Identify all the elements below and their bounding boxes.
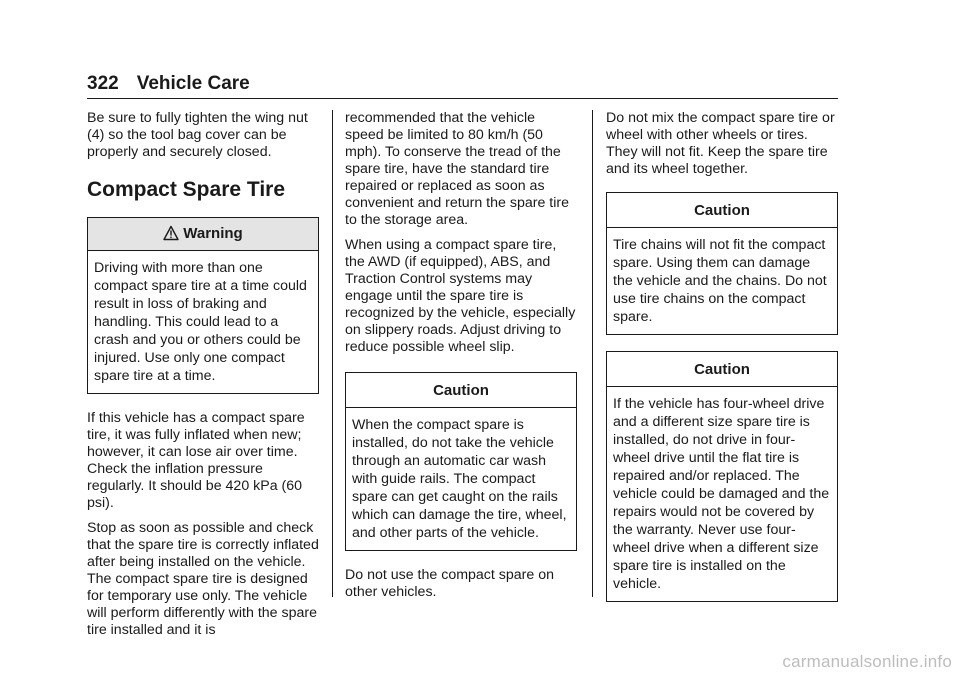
- paragraph: Do not mix the compact spare tire or wheel with other wheels or tires. They will not fit. Keep the spare tire and its wheel together.: [606, 110, 835, 177]
- warning-box-header: [88, 218, 318, 251]
- caution-title: Caution: [607, 193, 837, 228]
- chapter-title: Vehicle Care: [136, 73, 250, 94]
- caution-box: [345, 372, 577, 551]
- page-header: [87, 72, 838, 96]
- caution-body: Tire chains will not fit the compact spare. Using them can damage the vehicle and the chains. Do not use tire chains on the compact spare.: [613, 237, 827, 325]
- warning-body: Driving with more than one compact spare tire at a time could result in loss of braking and handling. This could lead to a crash and you or others could be injured. Use only one compact spare tire at a time.: [94, 260, 307, 384]
- watermark: carmanualsonline.info: [782, 652, 952, 671]
- header-rule: [87, 98, 838, 99]
- caution-body: If the vehicle has four-wheel drive and a different size spare tire is installed, do not drive in four-wheel drive until the flat tire is repaired and/or replaced. The vehicle could be damaged and the repairs would not be covered by the warranty. Never use four-wheel drive when a different size spare tire is installed on the vehicle.: [613, 396, 830, 592]
- paragraph: If this vehicle has a compact spare tire, it was fully inflated when new; however, it can lose air over time. Check the inflation pressure regularly. It should be 420 kPa (60 psi).: [87, 410, 305, 511]
- paragraph: Stop as soon as possible and check that the spare tire is correctly inflated after being installed on the vehicle. The compact spare tire is designed for temporary use only. The vehicle will perform differently with the spare tire installed and it is: [87, 520, 319, 638]
- caution-body: When the compact spare is installed, do not take the vehicle through an automatic car wash with guide rails. The compact spare can get caught on the rails which can damage the tire, wheel, and other parts of the vehicle.: [352, 417, 567, 541]
- caution-title: Caution: [346, 373, 576, 408]
- paragraph: Be sure to fully tighten the wing nut (4) so the tool bag cover can be properly and securely closed.: [87, 110, 308, 160]
- page-number: 322: [87, 73, 119, 94]
- section-title: Compact Spare Tire: [87, 178, 286, 201]
- column-1: [87, 110, 319, 647]
- caution-title: Caution: [607, 352, 837, 387]
- paragraph: recommended that the vehicle speed be limited to 80 km/h (50 mph). To conserve the tread of the spare tire, have the standard tire repaired or replaced as soon as convenient and return the spare tire to the storage area.: [345, 110, 569, 228]
- column-divider: [592, 110, 593, 597]
- warning-triangle-icon: [163, 221, 179, 253]
- column-3: [606, 110, 838, 618]
- warning-box: [87, 217, 319, 394]
- warning-title: Warning: [183, 225, 243, 242]
- caution-box: [606, 351, 838, 602]
- column-divider: [332, 110, 333, 597]
- paragraph: When using a compact spare tire, the AWD (if equipped), ABS, and Traction Control systems may engage until the spare tire is recognized by the vehicle, especially on slippery roads. Adjust driving to reduce possible wheel slip.: [345, 237, 576, 355]
- paragraph: Do not use the compact spare on other vehicles.: [345, 567, 554, 600]
- caution-box: [606, 192, 838, 335]
- column-2: [345, 110, 577, 609]
